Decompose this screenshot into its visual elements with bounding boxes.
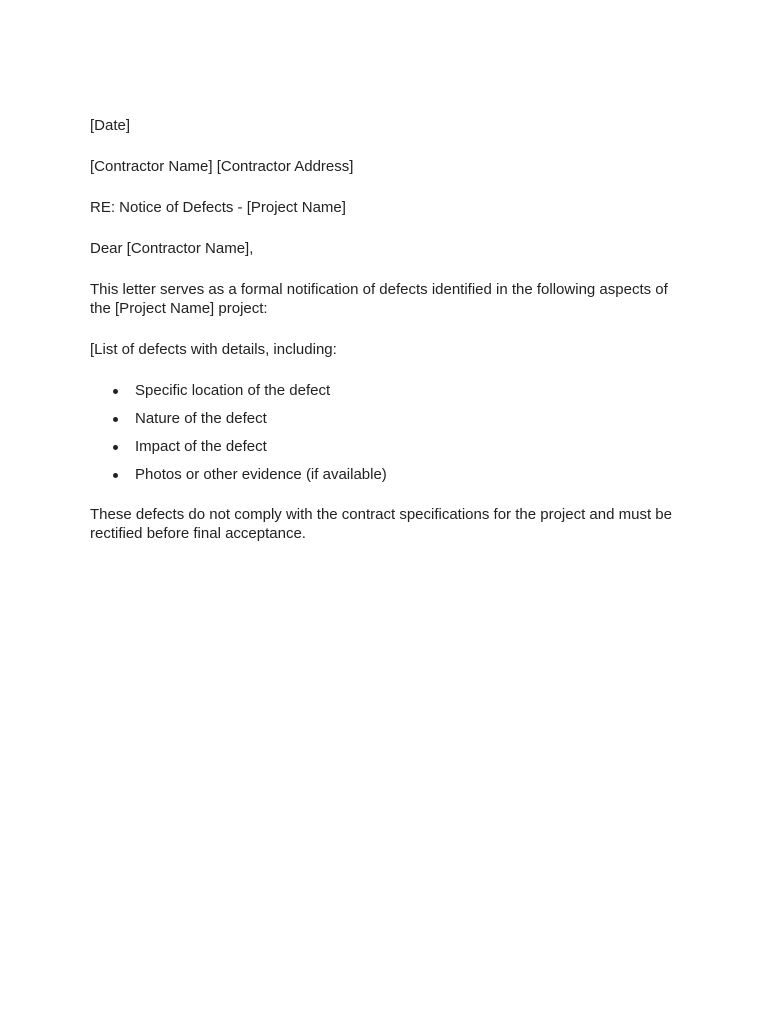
- subject-line: RE: Notice of Defects - [Project Name]: [90, 199, 346, 216]
- list-item: [90, 381, 690, 400]
- letter-body: [90, 116, 690, 565]
- list-item: [90, 409, 690, 428]
- list-item-text: Specific location of the defect: [135, 382, 331, 399]
- bullet-icon: [113, 473, 118, 478]
- defect-list: [90, 381, 690, 484]
- list-item: [90, 437, 690, 456]
- letter-date: [Date]: [90, 117, 131, 134]
- bullet-icon: [113, 389, 118, 394]
- list-item-text: Impact of the defect: [135, 438, 267, 455]
- list-item: [90, 465, 690, 484]
- bullet-icon: [113, 445, 118, 450]
- closing-paragraph: These defects do not comply with the contract specifications for the project and must be rectified before final acceptance.: [90, 506, 672, 542]
- list-item-text: Nature of the defect: [135, 410, 267, 427]
- intro-paragraph: This letter serves as a formal notification of defects identified in the following aspects of the [Project Name] project:: [90, 281, 668, 317]
- defect-list-intro: [List of defects with details, including:: [90, 341, 337, 358]
- salutation: Dear [Contractor Name],: [90, 240, 254, 257]
- bullet-icon: [113, 417, 118, 422]
- recipient-line: [Contractor Name] [Contractor Address]: [90, 158, 354, 175]
- list-item-text: Photos or other evidence (if available): [135, 466, 387, 483]
